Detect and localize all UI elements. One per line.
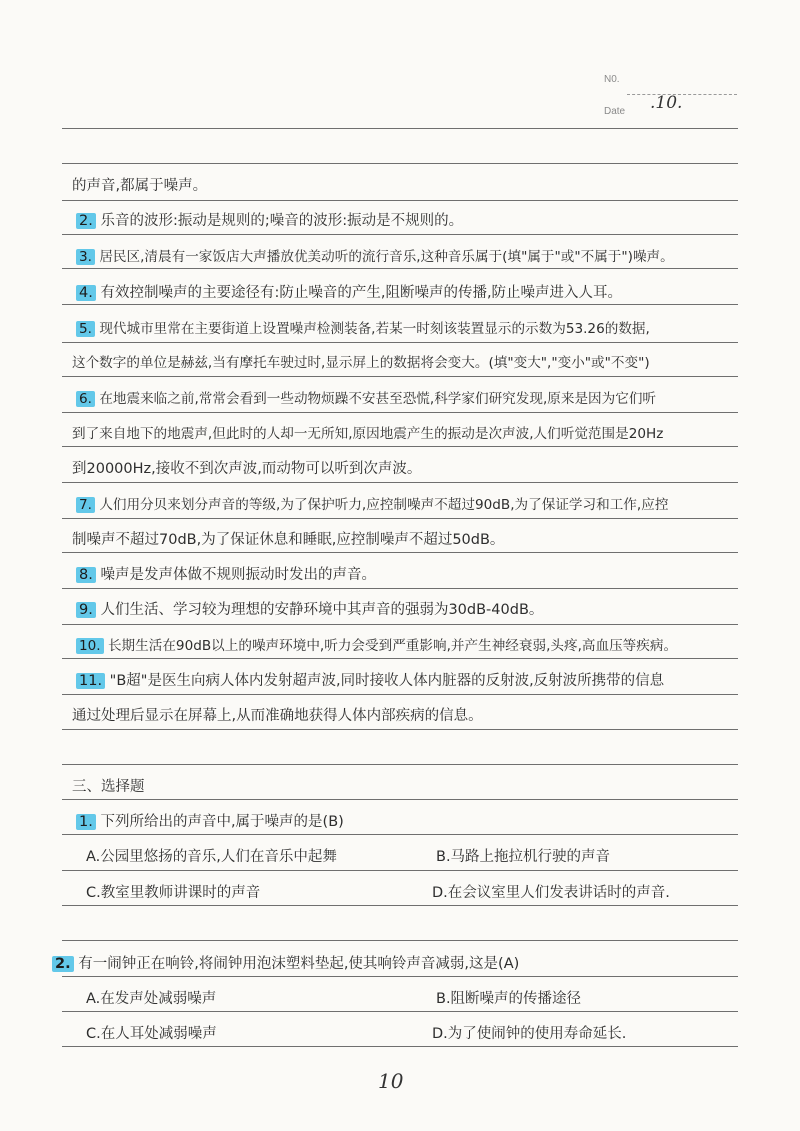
ruled-line bbox=[62, 905, 738, 906]
line-text: 通过处理后显示在屏幕上,从而准确地获得人体内部疾病的信息。 bbox=[72, 708, 483, 724]
ruled-line bbox=[62, 234, 738, 235]
ruled-line bbox=[62, 588, 738, 589]
line-text: 到了来自地下的地震声,但此时的人却一无所知,原因地震产生的振动是次声波,人们听觉范围是20Hz bbox=[72, 426, 664, 442]
answer-option: D.在会议室里人们发表讲话时的声音. bbox=[432, 885, 670, 901]
item-number-marker: 5. bbox=[76, 321, 95, 337]
page-number: 10 bbox=[378, 1069, 404, 1093]
text-line bbox=[76, 634, 677, 658]
text-line bbox=[76, 387, 656, 411]
text-line bbox=[72, 457, 421, 481]
text-line bbox=[76, 317, 650, 341]
no-label: N0. bbox=[604, 74, 620, 85]
text-line bbox=[72, 351, 650, 375]
ruled-line bbox=[62, 163, 738, 164]
answer-option: D.为了使闹钟的使用寿命延长. bbox=[432, 1026, 627, 1042]
item-number-marker: 11. bbox=[76, 673, 105, 689]
line-text: 噪声是发声体做不规则振动时发出的声音。 bbox=[100, 567, 376, 583]
text-line bbox=[76, 281, 622, 305]
answer-option: B.阻断噪声的传播途径 bbox=[436, 991, 582, 1007]
item-number-marker: 6. bbox=[76, 391, 95, 407]
answer-option: C.在人耳处减弱噪声 bbox=[86, 1026, 217, 1042]
answer-option: A.公园里悠扬的音乐,人们在音乐中起舞 bbox=[86, 849, 337, 865]
answer-option: A.在发声处减弱噪声 bbox=[86, 991, 217, 1007]
item-number-marker: 10. bbox=[76, 638, 104, 654]
ruled-line bbox=[62, 1011, 738, 1012]
ruled-line bbox=[62, 518, 738, 519]
line-text: 现代城市里常在主要街道上设置噪声检测装备,若某一时刻该装置显示的示数为53.26的数据, bbox=[99, 321, 650, 337]
section-title: 三、选择题 bbox=[72, 779, 145, 795]
ruled-line bbox=[62, 764, 738, 765]
line-text: "B超"是医生向病人体内发射超声波,同时接收人体内脏器的反射波,反射波所携带的信息 bbox=[109, 673, 665, 689]
text-line bbox=[76, 245, 674, 269]
ruled-line bbox=[62, 342, 738, 343]
question-text: 下列所给出的声音中,属于噪声的是(B) bbox=[100, 814, 344, 830]
line-text: 这个数字的单位是赫兹,当有摩托车驶过时,显示屏上的数据将会变大。(填"变大","变小"或"不变") bbox=[72, 355, 650, 371]
ruled-line bbox=[62, 799, 738, 800]
line-text: 在地震来临之前,常常会看到一些动物烦躁不安甚至恐慌,科学家们研究发现,原来是因为它们听 bbox=[99, 391, 657, 407]
item-number-marker: 4. bbox=[76, 285, 96, 301]
line-text: 人们用分贝来划分声音的等级,为了保护听力,应控制噪声不超过90dB,为了保证学习和工作,应控 bbox=[99, 497, 669, 513]
question-number-marker: 2. bbox=[52, 956, 74, 972]
ruled-line bbox=[62, 729, 738, 730]
text-line bbox=[76, 563, 376, 587]
text-line bbox=[76, 493, 668, 517]
line-text: 居民区,清晨有一家饭店大声播放优美动听的流行音乐,这种音乐属于(填"属于"或"不属于")噪声。 bbox=[99, 249, 674, 265]
text-line bbox=[72, 422, 663, 446]
answer-option: C.教室里教师讲课时的声音 bbox=[86, 885, 261, 901]
line-text: 的声音,都属于噪声。 bbox=[72, 178, 208, 194]
text-line bbox=[76, 598, 543, 622]
ruled-line bbox=[62, 834, 738, 835]
ruled-line bbox=[62, 1046, 738, 1047]
item-number-marker: 3. bbox=[76, 249, 95, 265]
line-text: 长期生活在90dB以上的噪声环境中,听力会受到严重影响,并产生神经衰弱,头疼,高血压等疾病。 bbox=[107, 638, 678, 654]
line-text: 人们生活、学习较为理想的安静环境中其声音的强弱为30dB-40dB。 bbox=[100, 602, 544, 618]
item-number-marker: 7. bbox=[76, 497, 95, 513]
ruled-line bbox=[62, 694, 738, 695]
item-number-marker: 8. bbox=[76, 567, 96, 583]
ruled-line bbox=[62, 976, 738, 977]
ruled-line bbox=[62, 200, 738, 201]
ruled-line bbox=[62, 128, 738, 129]
line-text: 有效控制噪声的主要途径有:防止噪音的产生,阻断噪声的传播,防止噪声进入人耳。 bbox=[100, 285, 623, 301]
item-number-marker: 9. bbox=[76, 602, 96, 618]
ruled-line bbox=[62, 658, 738, 659]
question-number-marker: 1. bbox=[76, 814, 96, 830]
text-line bbox=[76, 209, 463, 233]
ruled-line bbox=[62, 482, 738, 483]
question-stem bbox=[76, 810, 344, 834]
ruled-line bbox=[62, 552, 738, 553]
text-line bbox=[72, 174, 207, 198]
date-label: Date bbox=[604, 106, 626, 117]
ruled-line bbox=[62, 412, 738, 413]
ruled-line bbox=[62, 624, 738, 625]
ruled-line bbox=[62, 446, 738, 447]
text-line bbox=[72, 528, 504, 552]
text-line bbox=[76, 669, 664, 693]
question-text: 有一闹钟正在响铃,将闹钟用泡沫塑料垫起,使其响铃声音减弱,这是(A) bbox=[78, 956, 520, 972]
line-text: 制噪声不超过70dB,为了保证休息和睡眠,应控制噪声不超过50dB。 bbox=[72, 532, 505, 548]
line-text: 乐音的波形:振动是规则的;噪音的波形:振动是不规则的。 bbox=[100, 213, 464, 229]
line-text: 到20000Hz,接收不到次声波,而动物可以听到次声波。 bbox=[72, 461, 422, 477]
ruled-line bbox=[62, 940, 738, 941]
item-number-marker: 2. bbox=[76, 213, 96, 229]
ruled-line bbox=[62, 376, 738, 377]
answer-option: B.马路上拖拉机行驶的声音 bbox=[436, 849, 611, 865]
text-line bbox=[72, 704, 483, 728]
question-stem bbox=[52, 952, 519, 976]
ruled-line bbox=[62, 870, 738, 871]
date-value: .10. bbox=[650, 93, 683, 113]
